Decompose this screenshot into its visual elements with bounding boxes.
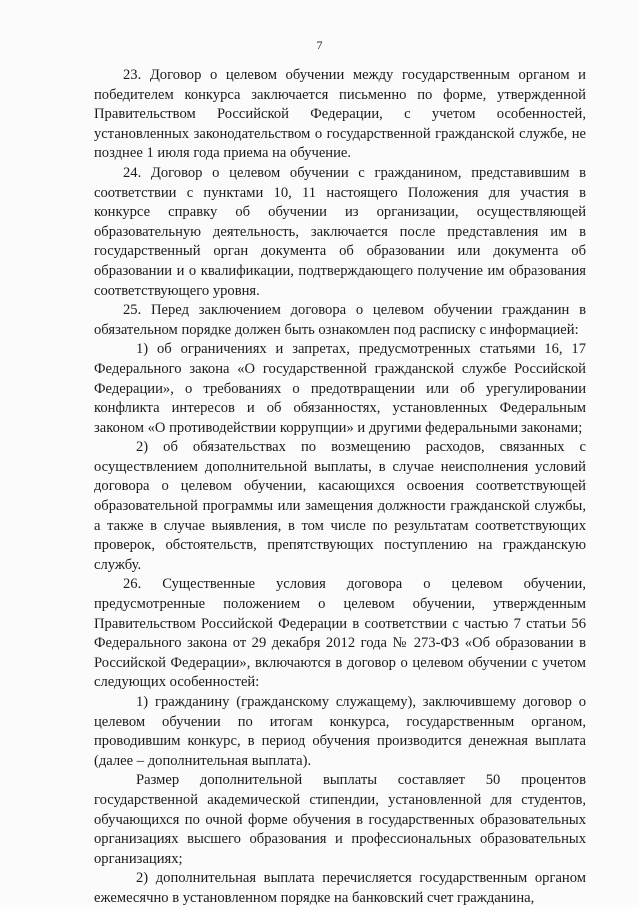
- paragraph-25-item-2: 2) об обязательствах по возмещению расходов, связанных с осуществлением дополнительной выплаты, в случае неисполнения условий договора о целевом обучении, касающихся освоения соответствующей образовательной программы или замещения должности гражданской службы, а также в случае выявления, в том числе по результатам соответствующих проверок, обстоятельств, препятствующих поступлению на гражданскую службу.: [94, 439, 586, 573]
- page-number: 7: [316, 38, 323, 52]
- paragraph-24: 24. Договор о целевом обучении с гражданином, представившим в соответствии с пунктами 10, 11 настоящего Положения для участия в конкурсе справку об обучении из организации, осуществляющей образовательную деятельность, заключается после представления им в государственный орган документа об образовании или документа об образовании и о квалификации, подтверждающего получение им образования соответствующего уровня.: [94, 164, 586, 299]
- paragraph-26-item-1: 1) гражданину (гражданскому служащему), заключившему договор о целевом обучении по итогам конкурса, государственным органом, проводившим конкурс, в период обучения производится денежная выплата (далее – дополнительная выплата).: [94, 694, 586, 769]
- paragraph-25-item-1: 1) об ограничениях и запретах, предусмотренных статьями 16, 17 Федерального закона «О государственной гражданской службе Российской Федерации», о требованиях о предотвращении или об урегулировании конфликта интересов и об обязанностях, установленных Федеральным законом «О противодействии коррупции» и другими федеральными законами;: [94, 341, 586, 436]
- paragraph-25: 25. Перед заключением договора о целевом обучении гражданин в обязательном порядке должен быть ознакомлен под расписку с информацией:: [94, 302, 586, 338]
- paragraph-26: 26. Существенные условия договора о целевом обучении, предусмотренные положением о целевом обучении, утвержденным Правительством Российской Федерации в соответствии с частью 7 статьи 56 Федерального закона от 29 декабря 2012 года № 273-ФЗ «Об образовании в Российской Федерации», включаются в договор о целевом обучении с учетом следующих особенностей:: [94, 576, 586, 691]
- document-body: [94, 66, 586, 909]
- paragraph-26-item-2: 2) дополнительная выплата перечисляется государственным органом ежемесячно в установленном порядке на банковский счет гражданина,: [94, 870, 586, 906]
- paragraph-26-amount: Размер дополнительной выплаты составляет 50 процентов государственной академической стипендии, установленной для студентов, обучающихся по очной форме обучения в государственных образовательных организациях высшего образования и профессиональных образовательных организациях;: [94, 772, 586, 867]
- paragraph-23: 23. Договор о целевом обучении между государственным органом и победителем конкурса заключается письменно по форме, утвержденной Правительством Российской Федерации, с учетом особенностей, установленных законодательством о государственной гражданской службе, не позднее 1 июля года приема на обучение.: [94, 67, 586, 162]
